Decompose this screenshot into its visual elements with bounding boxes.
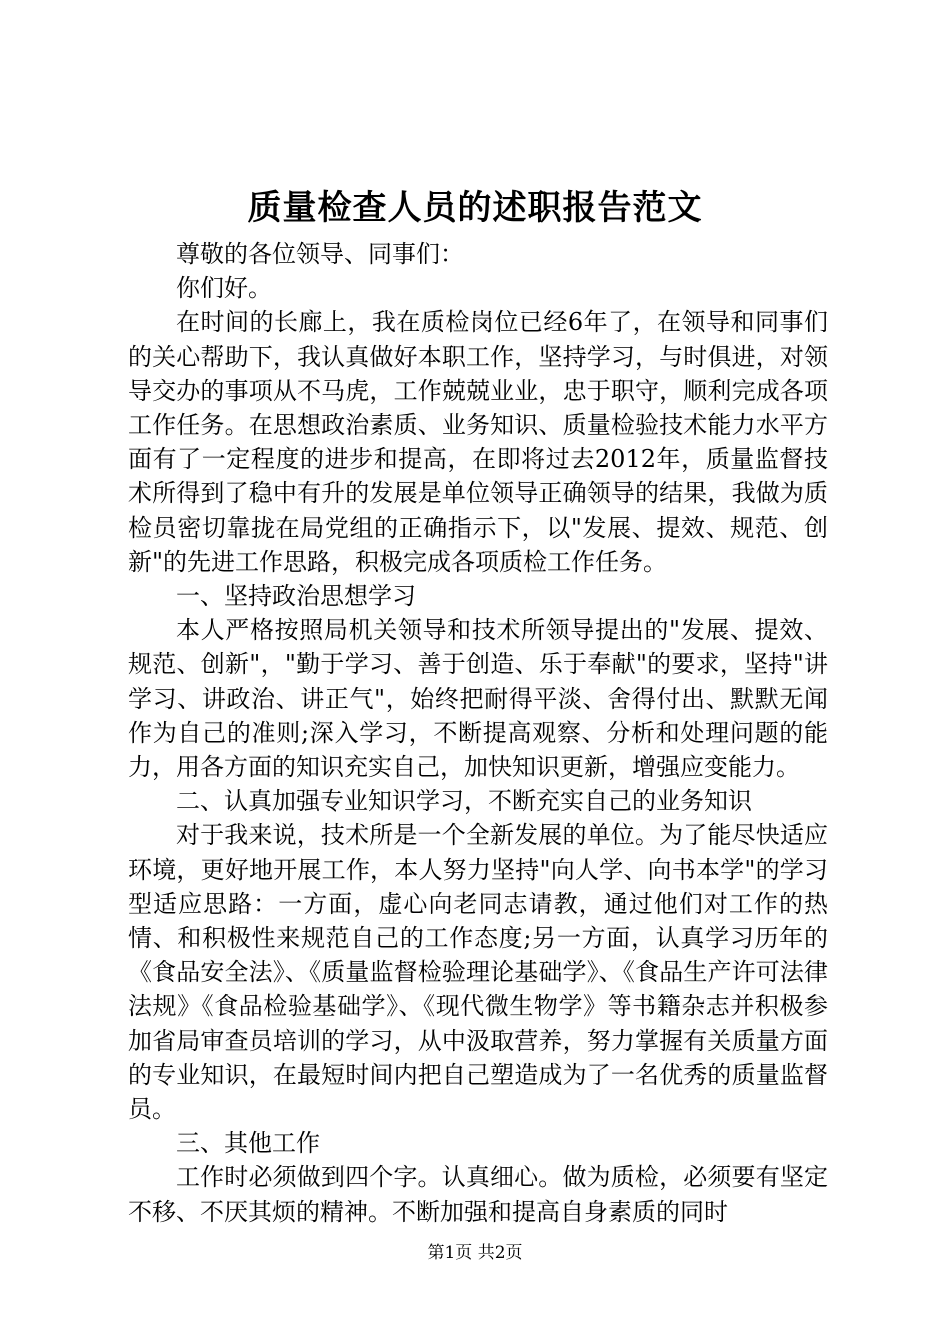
page-footer: 第1页 共2页 <box>427 1243 523 1263</box>
document-body <box>128 237 828 1229</box>
body-paragraph: 在时间的长廊上，我在质检岗位已经6年了，在领导和同事们的关心帮助下，我认真做好本职工作，坚持学习，与时俱进，对领导交办的事项从不马虎，工作兢兢业业，忠于职守，顺利完成各项工作任务。在思想政治素质、业务知识、质量检验技术能力水平方面有了一定程度的进步和提高，在即将过去2012年，质量监督技术所得到了稳中有升的发展是单位领导正确领导的结果，我做为质检员密切靠拢在局党组的正确指示下，以"发展、提效、规范、创新"的先进工作思路，积极完成各项质检工作任务。 <box>128 308 828 576</box>
body-paragraph: 对于我来说，技术所是一个全新发展的单位。为了能尽快适应环境，更好地开展工作，本人努力坚持"向人学、向书本学"的学习型适应思路：一方面，虚心向老同志请教，通过他们对工作的热情、和积极性来规范自己的工作态度;另一方面，认真学习历年的《食品安全法》、《质量监督检验理论基础学》、《食品生产许可法律法规》《食品检验基础学》、《现代微生物学》等书籍杂志并积极参加省局审查员培训的学习，从中汲取营养，努力掌握有关质量方面的专业知识，在最短时间内把自己塑造成为了一名优秀的质量监督员。 <box>128 821 828 1124</box>
salutation: 尊敬的各位领导、同事们： <box>176 240 464 268</box>
body-paragraph: 工作时必须做到四个字。认真细心。做为质检，必须要有坚定不移、不厌其烦的精神。不断加强和提高自身素质的同时 <box>128 1163 828 1226</box>
section-heading: 三、其他工作 <box>176 1129 320 1158</box>
greeting: 你们好。 <box>176 274 272 303</box>
document-title: 质量检查人员的述职报告范文 <box>247 188 703 228</box>
section-heading: 一、坚持政治思想学习 <box>176 582 416 611</box>
body-paragraph: 本人严格按照局机关领导和技术所领导提出的"发展、提效、规范、创新"，"勤于学习、善于创造、乐于奉献"的要求，坚持"讲学习、讲政治、讲正气"，始终把耐得平淡、舍得付出、默默无闻作为自己的准则;深入学习，不断提高观察、分析和处理问题的能力，用各方面的知识充实自己，加快知识更新，增强应变能力。 <box>128 616 828 782</box>
section-heading: 二、认真加强专业知识学习，不断充实自己的业务知识 <box>176 787 752 816</box>
